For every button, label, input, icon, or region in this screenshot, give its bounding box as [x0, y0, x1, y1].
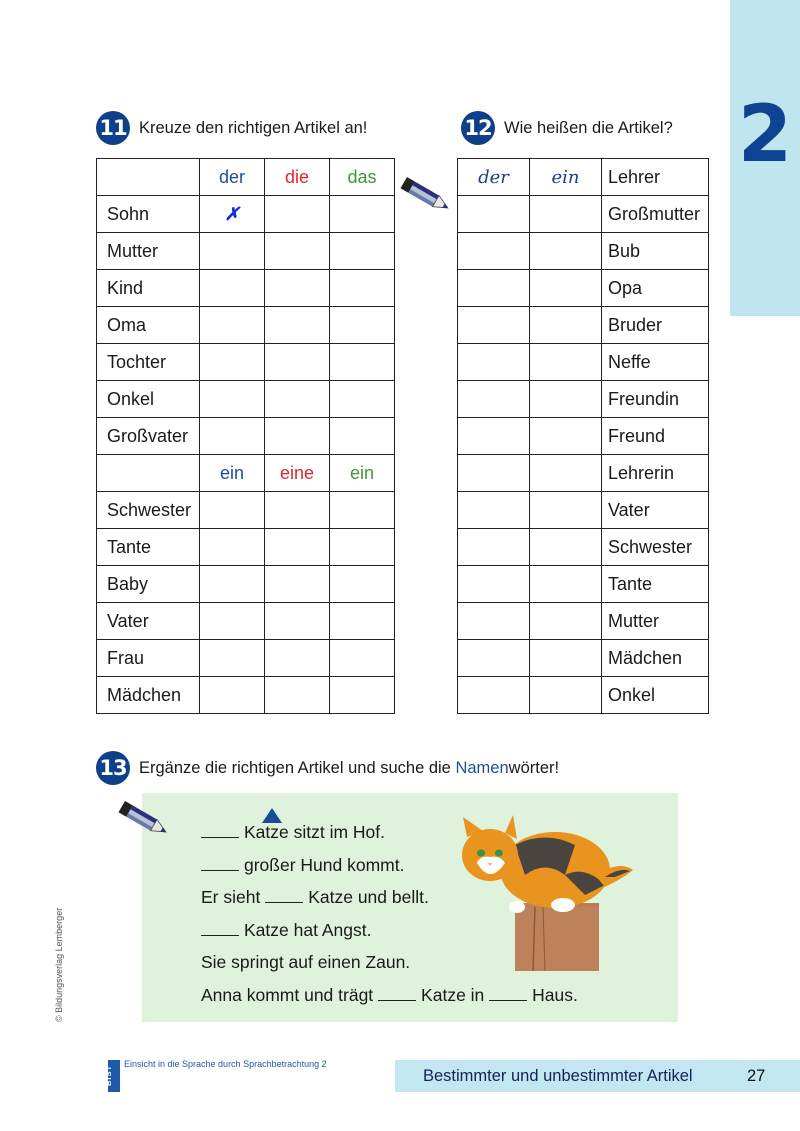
definite-article-input[interactable] [458, 492, 530, 529]
table-row: Tochter [97, 344, 395, 381]
checkbox-cell[interactable] [330, 233, 395, 270]
table-row: Opa [458, 270, 709, 307]
checkbox-cell[interactable] [200, 603, 265, 640]
table-row: Mutter [458, 603, 709, 640]
checkbox-cell[interactable] [265, 640, 330, 677]
table-row: Freundin [458, 381, 709, 418]
definite-article-input[interactable] [458, 640, 530, 677]
sentence: Anna kommt und trägt Katze in Haus. [201, 984, 578, 1005]
header-eine: eine [265, 455, 330, 492]
bist-description: Einsicht in die Sprache durch Sprachbetrachtung 2 [124, 1059, 327, 1069]
definite-article-input[interactable] [458, 270, 530, 307]
sentence: Katze hat Angst. [201, 918, 578, 951]
task-number-badge: 13 [96, 751, 130, 785]
table-row: Schwester [97, 492, 395, 529]
checkbox-cell[interactable] [330, 196, 395, 233]
task-number-badge: 11 [96, 111, 130, 145]
article-checkbox-table [96, 158, 395, 714]
indefinite-article-input[interactable] [530, 529, 602, 566]
article-fill-table [457, 158, 709, 714]
blank-input[interactable] [201, 869, 239, 871]
table-row: Onkel [97, 381, 395, 418]
header-das: das [330, 159, 395, 196]
table-row: Onkel [458, 677, 709, 714]
checkbox-cell[interactable] [200, 233, 265, 270]
indefinite-article-input[interactable] [530, 270, 602, 307]
checkbox-cell[interactable] [265, 492, 330, 529]
table-row: Vater [97, 603, 395, 640]
task-instruction: Wie heißen die Artikel? [504, 118, 673, 137]
table-row: Mutter [97, 233, 395, 270]
checkbox-cell[interactable] [330, 529, 395, 566]
checkbox-cell[interactable]: ✗ [200, 196, 265, 233]
checkbox-cell[interactable] [265, 566, 330, 603]
table-row-example: der ein Lehrer [458, 159, 709, 196]
example-indefinite-article: ein [530, 159, 602, 196]
table-row: Mädchen [458, 640, 709, 677]
table-row: Mädchen [97, 677, 395, 714]
indefinite-article-input[interactable] [530, 344, 602, 381]
checkbox-cell[interactable] [265, 603, 330, 640]
checkbox-cell[interactable] [330, 344, 395, 381]
table-row: Freund [458, 418, 709, 455]
definite-article-input[interactable] [458, 529, 530, 566]
task-12-header [461, 111, 673, 145]
definite-article-input[interactable] [458, 344, 530, 381]
checkbox-cell[interactable] [265, 233, 330, 270]
checkbox-cell[interactable] [200, 566, 265, 603]
table-row: Vater [458, 492, 709, 529]
checkbox-cell[interactable] [200, 492, 265, 529]
checkbox-cell[interactable] [330, 418, 395, 455]
checkbox-cell[interactable] [330, 492, 395, 529]
pencil-icon [398, 176, 454, 216]
indefinite-article-input[interactable] [530, 196, 602, 233]
checkbox-cell[interactable] [200, 270, 265, 307]
sentence: Sie springt auf einen Zaun. [201, 952, 411, 972]
definite-article-input[interactable] [458, 196, 530, 233]
checkbox-cell[interactable] [330, 270, 395, 307]
indefinite-article-input[interactable] [530, 640, 602, 677]
definite-article-input[interactable] [458, 566, 530, 603]
task-instruction: Kreuze den richtigen Artikel an! [139, 118, 368, 137]
table-row: Schwester [458, 529, 709, 566]
indefinite-article-input[interactable] [530, 492, 602, 529]
checkbox-cell[interactable] [265, 344, 330, 381]
checkbox-cell[interactable] [200, 677, 265, 714]
table-row: Baby [97, 566, 395, 603]
sentence: Katze sitzt im Hof. [201, 820, 578, 853]
footer-title: Bestimmter und unbestimmter Artikel [423, 1067, 693, 1085]
checkbox-cell[interactable] [265, 381, 330, 418]
table-row: Tante [458, 566, 709, 603]
indefinite-article-input[interactable] [530, 233, 602, 270]
chapter-number: 2 [737, 90, 793, 180]
indefinite-article-input[interactable] [530, 418, 602, 455]
table-row: Frau [97, 640, 395, 677]
footer-band [395, 1060, 800, 1092]
checkbox-cell[interactable] [200, 307, 265, 344]
task-11-header [96, 111, 367, 145]
pencil-icon [116, 800, 172, 840]
checkbox-cell[interactable] [200, 344, 265, 381]
checkbox-cell[interactable] [330, 307, 395, 344]
definite-article-input[interactable] [458, 381, 530, 418]
blank-input[interactable] [265, 901, 303, 903]
indefinite-article-input[interactable] [530, 566, 602, 603]
table-row: Bub [458, 233, 709, 270]
definite-article-input[interactable] [458, 455, 530, 492]
table-row: Kind [97, 270, 395, 307]
header-die: die [265, 159, 330, 196]
header-ein-masc: ein [200, 455, 265, 492]
checkbox-cell[interactable] [330, 381, 395, 418]
table-row: Lehrerin [458, 455, 709, 492]
definite-article-input[interactable] [458, 677, 530, 714]
checkbox-cell[interactable] [265, 677, 330, 714]
blank-input[interactable] [378, 999, 416, 1001]
blank-input[interactable] [201, 934, 239, 936]
checkbox-cell[interactable] [265, 270, 330, 307]
checkbox-cell[interactable] [200, 418, 265, 455]
table-row: Oma [97, 307, 395, 344]
checkbox-cell[interactable] [330, 677, 395, 714]
indefinite-article-input[interactable] [530, 307, 602, 344]
highlight-namen: Namen [455, 758, 509, 777]
table-header-row [97, 455, 395, 492]
checkbox-cell[interactable] [265, 529, 330, 566]
checkbox-cell[interactable] [200, 529, 265, 566]
sentence: großer Hund kommt. [201, 853, 578, 886]
checkbox-cell[interactable] [265, 196, 330, 233]
checkbox-cell[interactable] [265, 418, 330, 455]
sentence: Er sieht Katze und bellt. [201, 887, 429, 907]
checkbox-cell[interactable] [200, 640, 265, 677]
checkbox-cell[interactable] [330, 566, 395, 603]
checkbox-cell[interactable] [330, 640, 395, 677]
task-number-badge: 12 [461, 111, 495, 145]
definite-article-input[interactable] [458, 233, 530, 270]
indefinite-article-input[interactable] [530, 455, 602, 492]
header-ein-neut: ein [330, 455, 395, 492]
cat-illustration [455, 815, 640, 975]
chapter-tab [730, 0, 800, 316]
table-row: Großvater [97, 418, 395, 455]
table-row: Großmutter [458, 196, 709, 233]
table-row: Sohn ✗ [97, 196, 395, 233]
definite-article-input[interactable] [458, 307, 530, 344]
indefinite-article-input[interactable] [530, 677, 602, 714]
definite-article-input[interactable] [458, 603, 530, 640]
indefinite-article-input[interactable] [530, 381, 602, 418]
table-row: Tante [97, 529, 395, 566]
copyright-text: © Bildungsverlag Lemberger [54, 907, 64, 1022]
example-definite-article: der [458, 159, 530, 196]
table-row: Bruder [458, 307, 709, 344]
checkbox-cell[interactable] [265, 307, 330, 344]
page-number: 27 [747, 1067, 766, 1085]
indefinite-article-input[interactable] [530, 603, 602, 640]
table-row: Neffe [458, 344, 709, 381]
table-header-row [97, 159, 395, 196]
checkbox-cell[interactable] [200, 381, 265, 418]
header-der: der [200, 159, 265, 196]
task-13-header [96, 751, 559, 785]
definite-article-input[interactable] [458, 418, 530, 455]
bist-label: BIST [108, 1060, 120, 1092]
blank-input[interactable] [201, 836, 239, 838]
checkbox-cell[interactable] [330, 603, 395, 640]
blank-input[interactable] [489, 999, 527, 1001]
task-instruction: Ergänze die richtigen Artikel und suche die Namenwörter! [139, 758, 560, 777]
